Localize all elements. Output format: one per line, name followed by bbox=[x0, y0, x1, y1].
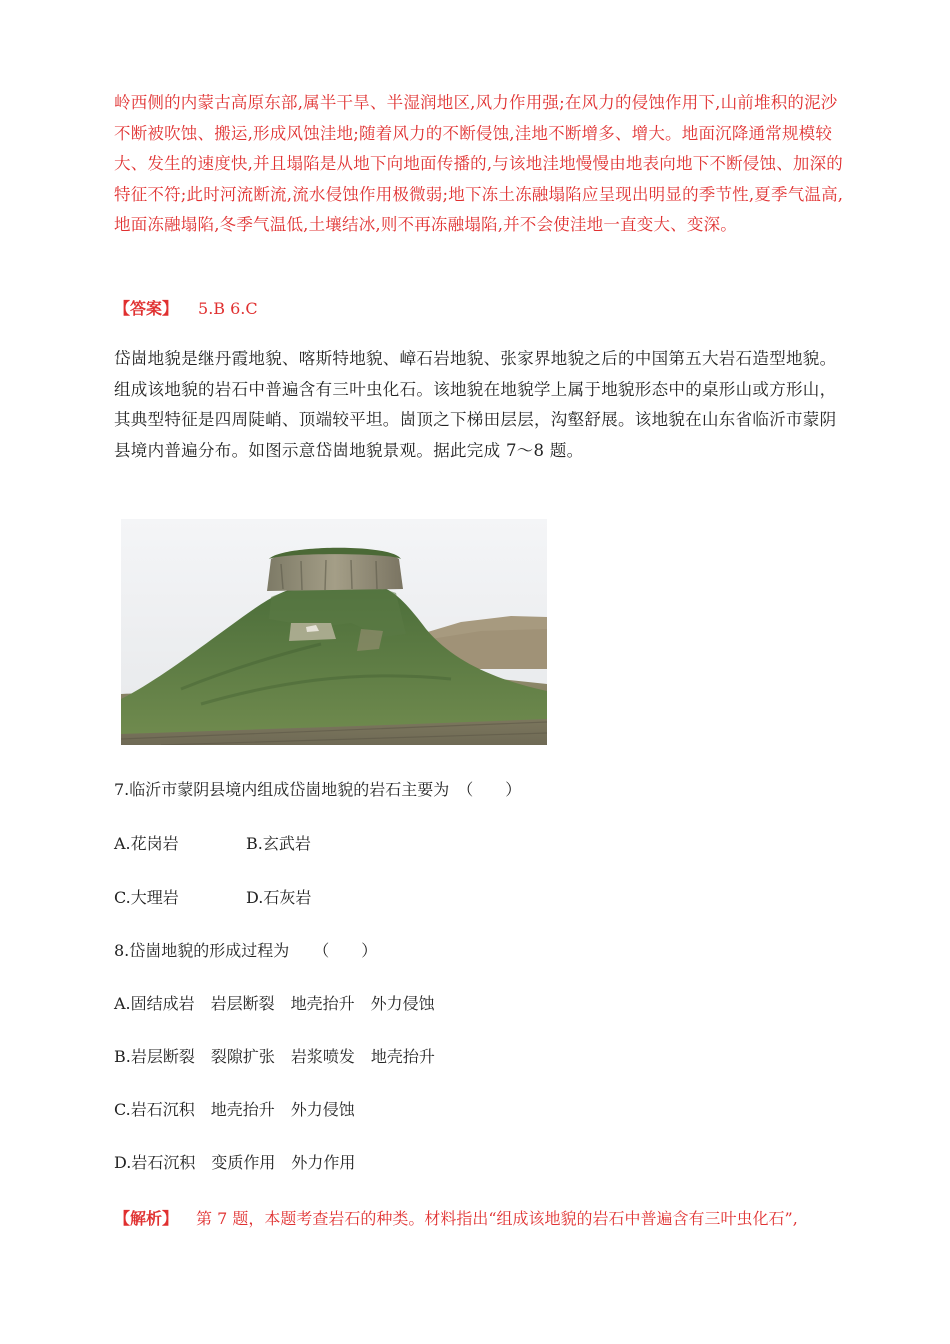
explanation-paragraph: 岭西侧的内蒙古高原东部,属半干旱、半湿润地区,风力作用强;在风力的侵蚀作用下,山前堆积的泥沙不断被吹蚀、搬运,形成风蚀洼地;随着风力的不断侵蚀,洼地不断增多、增大。地面沉降通常规模较大、发生的速度快,并且塌陷是从地下向地面传播的,与该地洼地慢慢由地表向地下不断侵蚀、加深的特征不符;此时河流断流,流水侵蚀作用极微弱;地下冻土冻融塌陷应呈现出明显的季节性,夏季气温高,地面冻融塌陷,冬季气温低,土壤结冰,则不再冻融塌陷,并不会使洼地一直变大、变深。 bbox=[114, 93, 844, 234]
landscape-illustration bbox=[121, 519, 547, 745]
analysis-line bbox=[114, 1206, 798, 1232]
answer-tag: 【答案】 bbox=[114, 299, 179, 318]
question-8-option-c: C.岩石沉积 地壳抬升 外力侵蚀 bbox=[114, 1100, 355, 1119]
question-7-option-b: B.玄武岩 bbox=[246, 834, 311, 853]
analysis-text: 第 7 题，本题考查岩石的种类。材料指出“组成该地貌的岩石中普遍含有三叶虫化石”, bbox=[196, 1209, 798, 1228]
question-7-option-d: D.石灰岩 bbox=[246, 888, 312, 907]
question-8-option-b: B.岩层断裂 裂隙扩张 岩浆喷发 地壳抬升 bbox=[114, 1047, 435, 1066]
question-8-option-d: D.岩石沉积 变质作用 外力作用 bbox=[114, 1153, 356, 1172]
question-8-stem: 8.岱崮地貌的形成过程为 （ ） bbox=[114, 941, 378, 960]
answer-line bbox=[114, 296, 258, 322]
question-8-option-a: A.固结成岩 岩层断裂 地壳抬升 外力侵蚀 bbox=[114, 994, 435, 1013]
answer-value: 5.B 6.C bbox=[198, 299, 258, 318]
question-7-option-a: A.花岗岩 bbox=[114, 834, 179, 853]
question-7-stem: 7.临沂市蒙阴县境内组成岱崮地貌的岩石主要为 （ ） bbox=[114, 780, 522, 799]
daigu-landform-photo bbox=[121, 519, 547, 745]
question-7-option-c: C.大理岩 bbox=[114, 888, 179, 907]
intro-paragraph: 岱崮地貌是继丹霞地貌、喀斯特地貌、嶂石岩地貌、张家界地貌之后的中国第五大岩石造型地貌。组成该地貌的岩石中普遍含有三叶虫化石。该地貌在地貌学上属于地貌形态中的桌形山或方形山，其典型特征是四周陡峭、顶端较平坦。崮顶之下梯田层层，沟壑舒展。该地貌在山东省临沂市蒙阴县境内普遍分布。如图示意岱崮地貌景观。据此完成 7～8 题。 bbox=[114, 349, 837, 460]
analysis-tag: 【解析】 bbox=[114, 1209, 179, 1228]
